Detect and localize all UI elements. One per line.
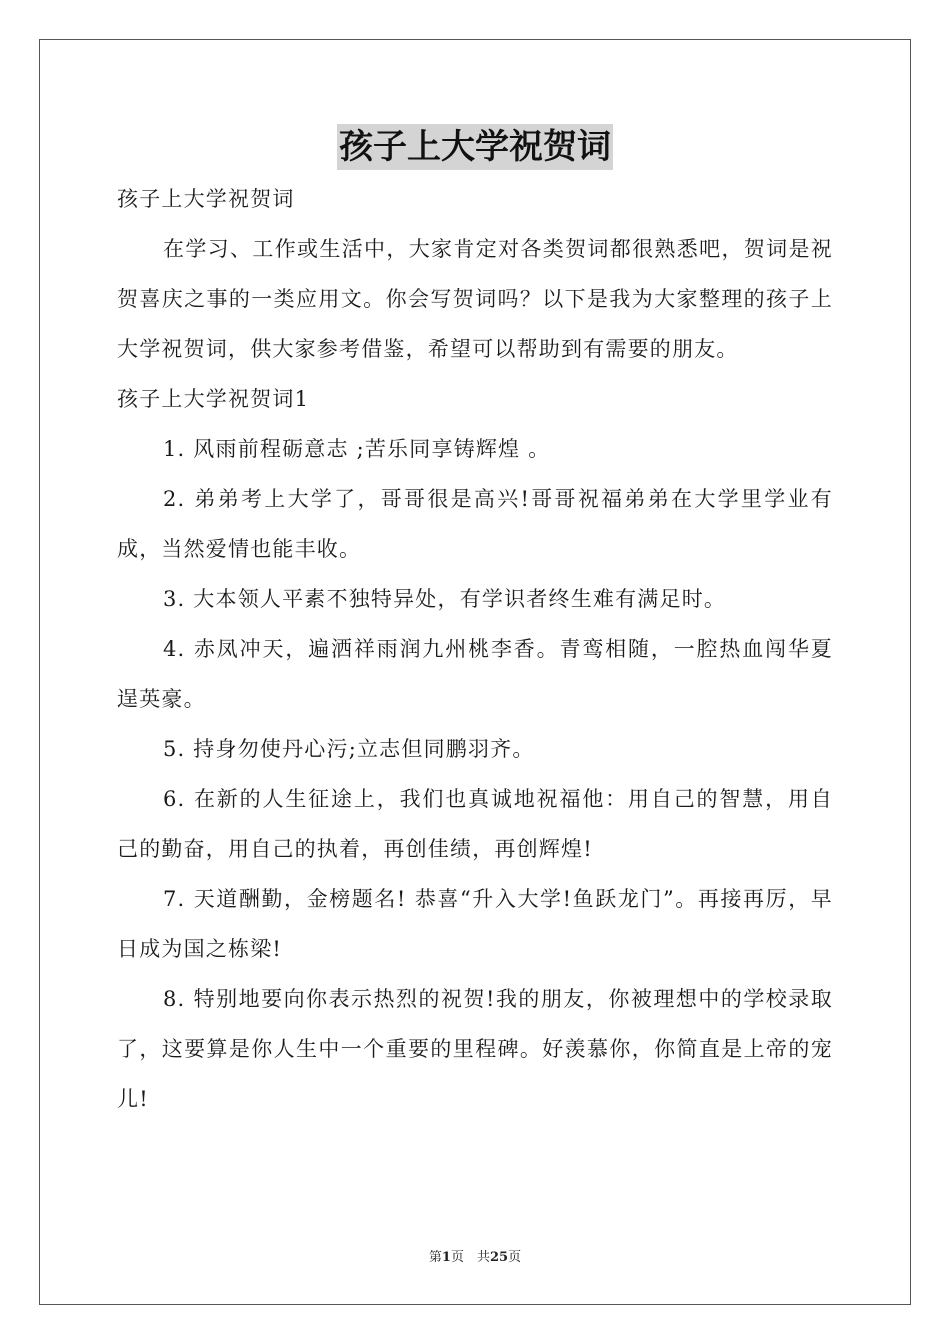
section-heading: 孩子上大学祝贺词1 [117, 387, 310, 411]
page-suffix: 页 [508, 1250, 522, 1265]
document-title: 孩子上大学祝贺词 [337, 124, 613, 170]
document-body [117, 174, 833, 1124]
intro-paragraph: 在学习、工作或生活中，大家肯定对各类贺词都很熟悉吧，贺词是祝贺喜庆之事的一类应用文。你会写贺词吗？以下是我为大家整理的孩子上大学祝贺词，供大家参考借鉴，希望可以帮助到有需要的朋友。 [117, 237, 833, 361]
list-item: 7. 天道酬勤，金榜题名! 恭喜“升入大学!鱼跃龙门”。再接再厉，早日成为国之栋梁! [117, 887, 833, 961]
list-item: 4. 赤凤冲天，遍洒祥雨润九州桃李香。青鸾相随，一腔热血闯华夏逞英豪。 [117, 637, 833, 711]
list-item: 3. 大本领人平素不独特异处，有学识者终生难有满足时。 [163, 587, 727, 611]
list-item: 6. 在新的人生征途上，我们也真诚地祝福他：用自己的智慧，用自己的勤奋，用自己的执着，再创佳绩，再创辉煌! [117, 787, 833, 861]
title-container [0, 124, 950, 170]
page-total: 25 [489, 1250, 509, 1265]
page-footer [0, 1246, 950, 1265]
page-prefix: 第 [428, 1250, 442, 1265]
list-item: 1. 风雨前程砺意志 ;苦乐同享铸辉煌 。 [163, 437, 551, 461]
page-current: 1 [441, 1250, 451, 1265]
page-mid: 页 共 [450, 1250, 490, 1265]
list-item: 8. 特别地要向你表示热烈的祝贺!我的朋友，你被理想中的学校录取了，这要算是你人生中一个重要的里程碑。好羡慕你，你简直是上帝的宠儿! [117, 987, 833, 1111]
list-item: 2. 弟弟考上大学了，哥哥很是高兴!哥哥祝福弟弟在大学里学业有成，当然爱情也能丰收。 [117, 487, 833, 561]
list-item: 5. 持身勿使丹心污;立志但同鹏羽齐。 [163, 737, 535, 761]
document-subtitle: 孩子上大学祝贺词 [117, 187, 295, 211]
